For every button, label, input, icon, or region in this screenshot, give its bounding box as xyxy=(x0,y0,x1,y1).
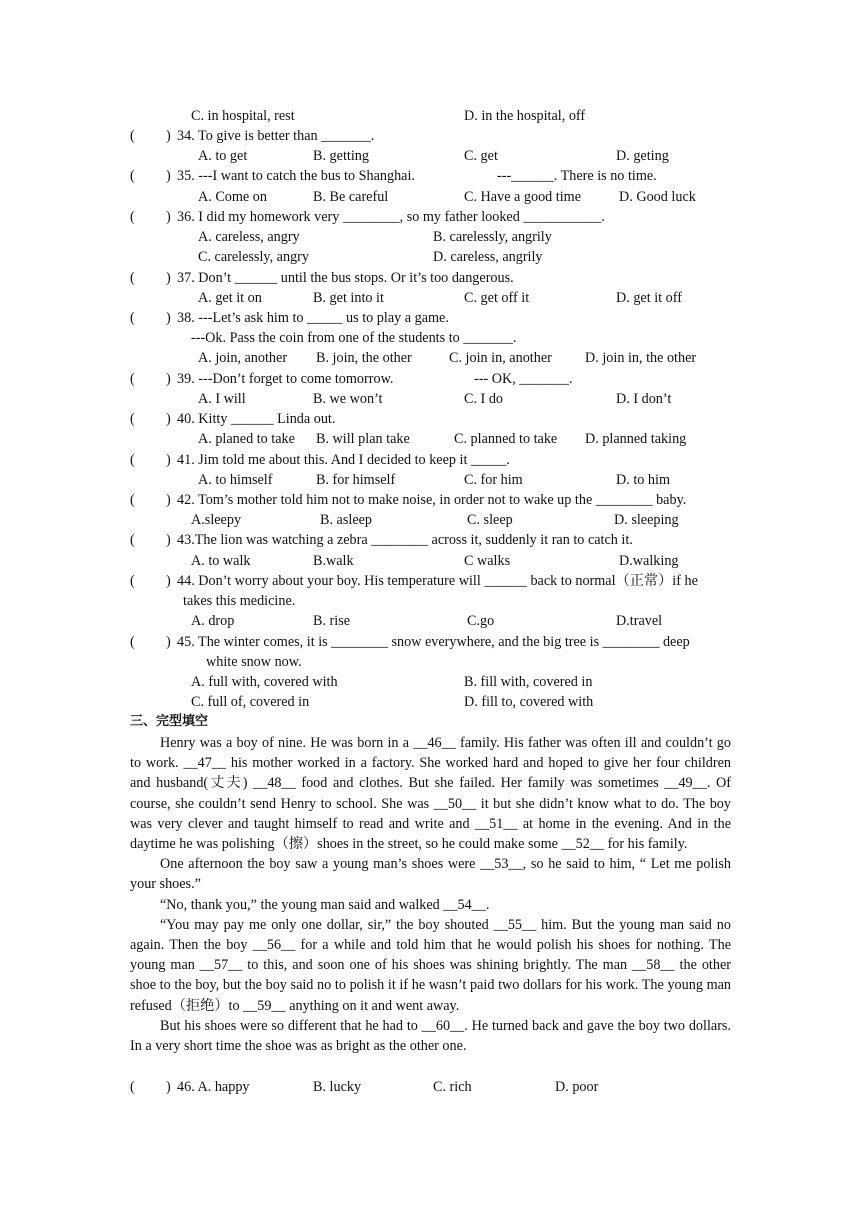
q44-line2: takes this medicine. xyxy=(183,593,296,609)
q41-option-b: B. for himself xyxy=(316,472,396,488)
answer-paren-open: ( xyxy=(130,573,135,589)
answer-paren-open: ( xyxy=(130,634,135,650)
passage-paragraph: “No, thank you,” the young man said and walked __54__. xyxy=(160,896,490,913)
answer-paren-close: ) xyxy=(166,492,171,508)
q35-stem: 35. ---I want to catch the bus to Shanghai. xyxy=(177,168,415,184)
q33-option-d: D. in the hospital, off xyxy=(464,108,586,124)
answer-paren-close: ) xyxy=(166,209,171,225)
answer-paren-open: ( xyxy=(130,168,135,184)
answer-paren-close: ) xyxy=(166,532,171,548)
q35-option-b: B. Be careful xyxy=(313,189,389,205)
q40-option-b: B. will plan take xyxy=(316,431,410,447)
q39-option-b: B. we won’t xyxy=(313,391,383,407)
q34-option-a: A. to get xyxy=(198,148,248,164)
q36-option-c: C. carelessly, angry xyxy=(198,249,309,265)
q36-stem: 36. I did my homework very ________, so my father looked ___________. xyxy=(177,209,605,225)
q39-stem: 39. ---Don’t forget to come tomorrow. xyxy=(177,371,394,387)
q45-option-a: A. full with, covered with xyxy=(191,674,338,690)
q42-option-d: D. sleeping xyxy=(614,512,679,528)
answer-paren-close: ) xyxy=(166,310,171,326)
q39-option-c: C. I do xyxy=(464,391,504,407)
q33-option-c: C. in hospital, rest xyxy=(191,108,295,124)
answer-paren-open: ( xyxy=(130,128,135,144)
q45-option-d: D. fill to, covered with xyxy=(464,694,594,710)
q44-option-a: A. drop xyxy=(191,613,235,629)
q43-option-c: C walks xyxy=(464,553,511,569)
answer-paren-close: ) xyxy=(166,573,171,589)
q41-option-d: D. to him xyxy=(616,472,670,488)
passage-paragraph: Henry was a boy of nine. He was born in a __46__ family. His father was often ill and couldn’t go to work. __47__ his mother worked in a factory. She worked hard and hoped to give her four children and husband(丈夫) __48__ food and clothes. But she failed. Her family was sometimes __49__. Of course, she couldn’t send Henry to school. She was __50__ it but she didn’t know what to do. The boy was very clever and taught himself to read and write and __51__ at home in the evening. And in the daytime he was polishing（擦）shoes in the street, so he could make some __52__ for his family. xyxy=(130,735,731,853)
q35-reply: ---______. There is no time. xyxy=(497,168,657,184)
q45-option-c: C. full of, covered in xyxy=(191,694,310,710)
q35-option-a: A. Come on xyxy=(198,189,267,205)
q35-option-c: C. Have a good time xyxy=(464,189,582,205)
q40-option-a: A. planed to take xyxy=(198,431,295,447)
q37-stem: 37. Don’t ______ until the bus stops. Or it’s too dangerous. xyxy=(177,270,514,286)
answer-paren-open: ( xyxy=(130,452,135,468)
q36-option-a: A. careless, angry xyxy=(198,229,300,245)
cloze-passage xyxy=(130,733,731,1056)
q34-option-b: B. getting xyxy=(313,148,369,164)
section-title: 三、完型填空 xyxy=(130,714,209,729)
q40-stem: 40. Kitty ______ Linda out. xyxy=(177,411,336,427)
q36-option-b: B. carelessly, angrily xyxy=(433,229,552,245)
q43-option-a: A. to walk xyxy=(191,553,251,569)
q34-option-d: D. geting xyxy=(616,148,669,164)
q37-option-b: B. get into it xyxy=(313,290,384,306)
q43-option-d: D.walking xyxy=(619,553,679,569)
answer-paren-close: ) xyxy=(166,128,171,144)
q41-stem: 41. Jim told me about this. And I decided to keep it _____. xyxy=(177,452,510,468)
q44-option-b: B. rise xyxy=(313,613,351,629)
q34-stem: 34. To give is better than _______. xyxy=(177,128,375,144)
q39-option-a: A. I will xyxy=(198,391,246,407)
q45-line2: white snow now. xyxy=(206,654,302,670)
q39-reply: --- OK, _______. xyxy=(474,371,573,387)
q38-option-a: A. join, another xyxy=(198,350,288,366)
answer-paren-open: ( xyxy=(130,1079,135,1095)
q42-stem: 42. Tom’s mother told him not to make noise, in order not to wake up the ________ baby. xyxy=(177,492,687,508)
q46-option-c: C. rich xyxy=(433,1079,472,1095)
q40-option-c: C. planned to take xyxy=(454,431,558,447)
q44-stem: 44. Don’t worry about your boy. His temperature will ______ back to normal（正常）if he xyxy=(177,573,698,589)
q37-option-d: D. get it off xyxy=(616,290,682,306)
q38-stem: 38. ---Let’s ask him to _____ us to play a game. xyxy=(177,310,449,326)
q45-stem: 45. The winter comes, it is ________ snow everywhere, and the big tree is ________ deep xyxy=(177,634,690,650)
q35-option-d: D. Good luck xyxy=(619,189,696,205)
answer-paren-open: ( xyxy=(130,310,135,326)
q39-option-d: D. I don’t xyxy=(616,391,672,407)
q44-option-d: D.travel xyxy=(616,613,663,629)
answer-paren-close: ) xyxy=(166,371,171,387)
q43-option-b: B.walk xyxy=(313,553,354,569)
answer-paren-open: ( xyxy=(130,532,135,548)
answer-paren-open: ( xyxy=(130,270,135,286)
q38-option-b: B. join, the other xyxy=(316,350,412,366)
q34-option-c: C. get xyxy=(464,148,498,164)
passage-paragraph: One afternoon the boy saw a young man’s shoes were __53__, so he said to him, “ Let me polish your shoes.” xyxy=(130,856,731,893)
answer-paren-close: ) xyxy=(166,634,171,650)
q44-option-c: C.go xyxy=(467,613,495,629)
q37-option-c: C. get off it xyxy=(464,290,530,306)
q45-option-b: B. fill with, covered in xyxy=(464,674,593,690)
answer-paren-close: ) xyxy=(166,270,171,286)
q42-option-b: B. asleep xyxy=(320,512,373,528)
answer-paren-open: ( xyxy=(130,209,135,225)
q42-option-c: C. sleep xyxy=(467,512,513,528)
q41-option-c: C. for him xyxy=(464,472,523,488)
q46-option-d: D. poor xyxy=(555,1079,599,1095)
q43-stem: 43.The lion was watching a zebra ________ across it, suddenly it ran to catch it. xyxy=(177,532,633,548)
passage-paragraph: “You may pay me only one dollar, sir,” the boy shouted __55__ him. But the young man said no again. Then the boy __56__ for a while and told him that he would polish his shoes for nothing. The young man __57__ to this, and soon one of his shoes was shining brightly. The man __58__ the other shoe to the boy, but the boy said no to polish it if he wasn’t paid two dollars for his work. The young man refused（拒绝）to __59__ anything on it and went away. xyxy=(130,916,731,1014)
q38-line2: ---Ok. Pass the coin from one of the students to _______. xyxy=(191,330,517,346)
q42-option-a: A.sleepy xyxy=(191,512,242,528)
answer-paren-open: ( xyxy=(130,492,135,508)
q37-option-a: A. get it on xyxy=(198,290,262,306)
q46-stem: 46. A. happy xyxy=(177,1079,250,1095)
answer-paren-close: ) xyxy=(166,452,171,468)
answer-paren-open: ( xyxy=(130,371,135,387)
q38-option-d: D. join in, the other xyxy=(585,350,697,366)
answer-paren-close: ) xyxy=(166,411,171,427)
passage-paragraph: But his shoes were so different that he had to __60__. He turned back and gave the boy two dollars. In a very short time the shoe was as bright as the other one. xyxy=(130,1017,731,1055)
q38-option-c: C. join in, another xyxy=(449,350,552,366)
answer-paren-close: ) xyxy=(166,1079,171,1095)
q41-option-a: A. to himself xyxy=(198,472,273,488)
q40-option-d: D. planned taking xyxy=(585,431,687,447)
q36-option-d: D. careless, angrily xyxy=(433,249,543,265)
answer-paren-open: ( xyxy=(130,411,135,427)
answer-paren-close: ) xyxy=(166,168,171,184)
q46-option-b: B. lucky xyxy=(313,1079,362,1095)
